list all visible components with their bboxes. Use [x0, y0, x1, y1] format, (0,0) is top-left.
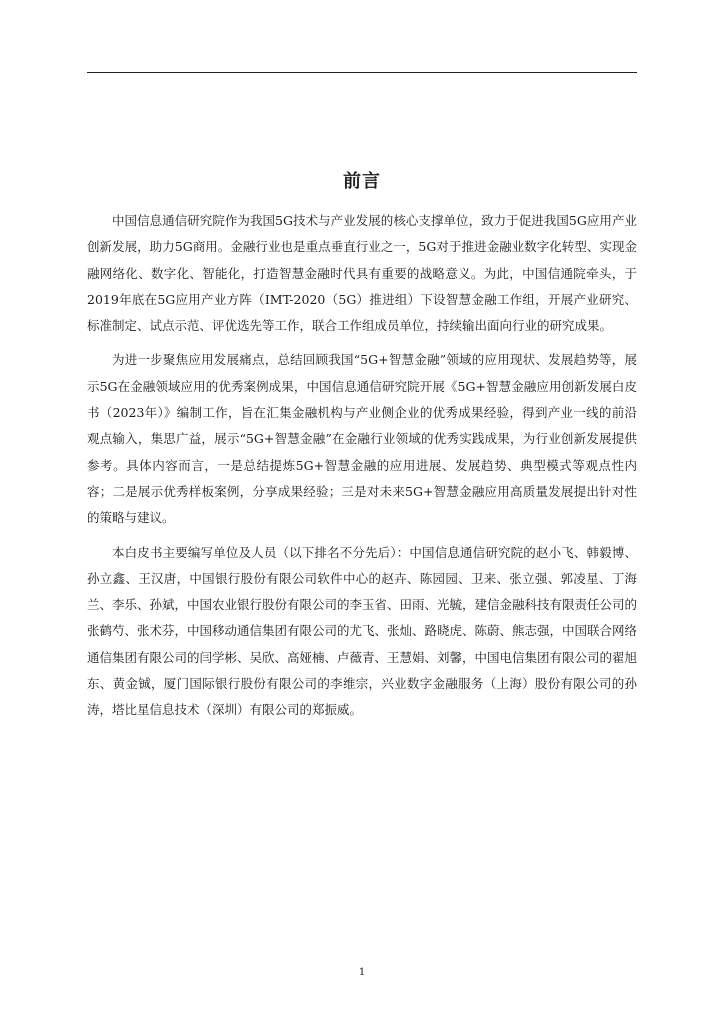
paragraph-purpose: 为进一步聚焦应用发展痛点，总结回顾我国“5G+智慧金融”领域的应用现状、发展趋势等，展示5G在金融领域应用的优秀案例成果，中国信息通信研究院开展《5G+智慧金融应用创新发展白皮书（2023年）》编制工作，旨在汇集金融机构与产业侧企业的优秀成果经验，得到产业一线的前沿观点输入，集思广益，展示“5G+智慧金融”在金融行业领域的优秀实践成果，为行业创新发展提供参考。具体内容而言，一是总结提炼5G+智慧金融的应用进展、发展趋势、典型模式等观点性内容；二是展示优秀样板案例，分享成果经验；三是对未来5G+智慧金融应用高质量发展提出针对性的策略与建议。 — [87, 352, 637, 526]
page-title: 前言 — [343, 171, 381, 192]
paragraph-authors: 本白皮书主要编写单位及人员（以下排名不分先后）：中国信息通信研究院的赵小飞、韩毅博、孙立鑫、王汉唐，中国银行股份有限公司软件中心的赵卉、陈园园、卫来、张立强、郭凌星、丁海兰、李乐、孙斌，中国农业银行股份有限公司的李玉省、田雨、光毓，建信金融科技有限责任公司的张鹤芍、张术芬，中国移动通信集团有限公司的尤飞、张灿、路晓虎、陈蔚、熊志强，中国联合网络通信集团有限公司的闫学彬、吴欣、高娅楠、卢薇青、王慧娟、刘馨，中国电信集团有限公司的翟旭东、黄金铖，厦门国际银行股份有限公司的李维宗，兴业数字金融服务（上海）股份有限公司的孙涛，塔比星信息技术（深圳）有限公司的郑振威。 — [87, 544, 638, 718]
header-rule — [87, 72, 637, 73]
paragraph-intro: 中国信息通信研究院作为我国5G技术与产业发展的核心支撑单位，致力于促进我国5G应用产业创新发展，助力5G商用。金融行业也是重点垂直行业之一，5G对于推进金融业数字化转型、实现金融网络化、数字化、智能化，打造智慧金融时代具有重要的战略意义。为此，中国信通院牵头，于2019年底在5G应用产业方阵（IMT-2020（5G）推进组）下设智慧金融工作组，开展产业研究、标准制定、试点示范、评优选先等工作，联合工作组成员单位，持续输出面向行业的研究成果。 — [87, 213, 637, 334]
page-number: 1 — [358, 967, 366, 978]
document-body — [87, 168, 637, 732]
